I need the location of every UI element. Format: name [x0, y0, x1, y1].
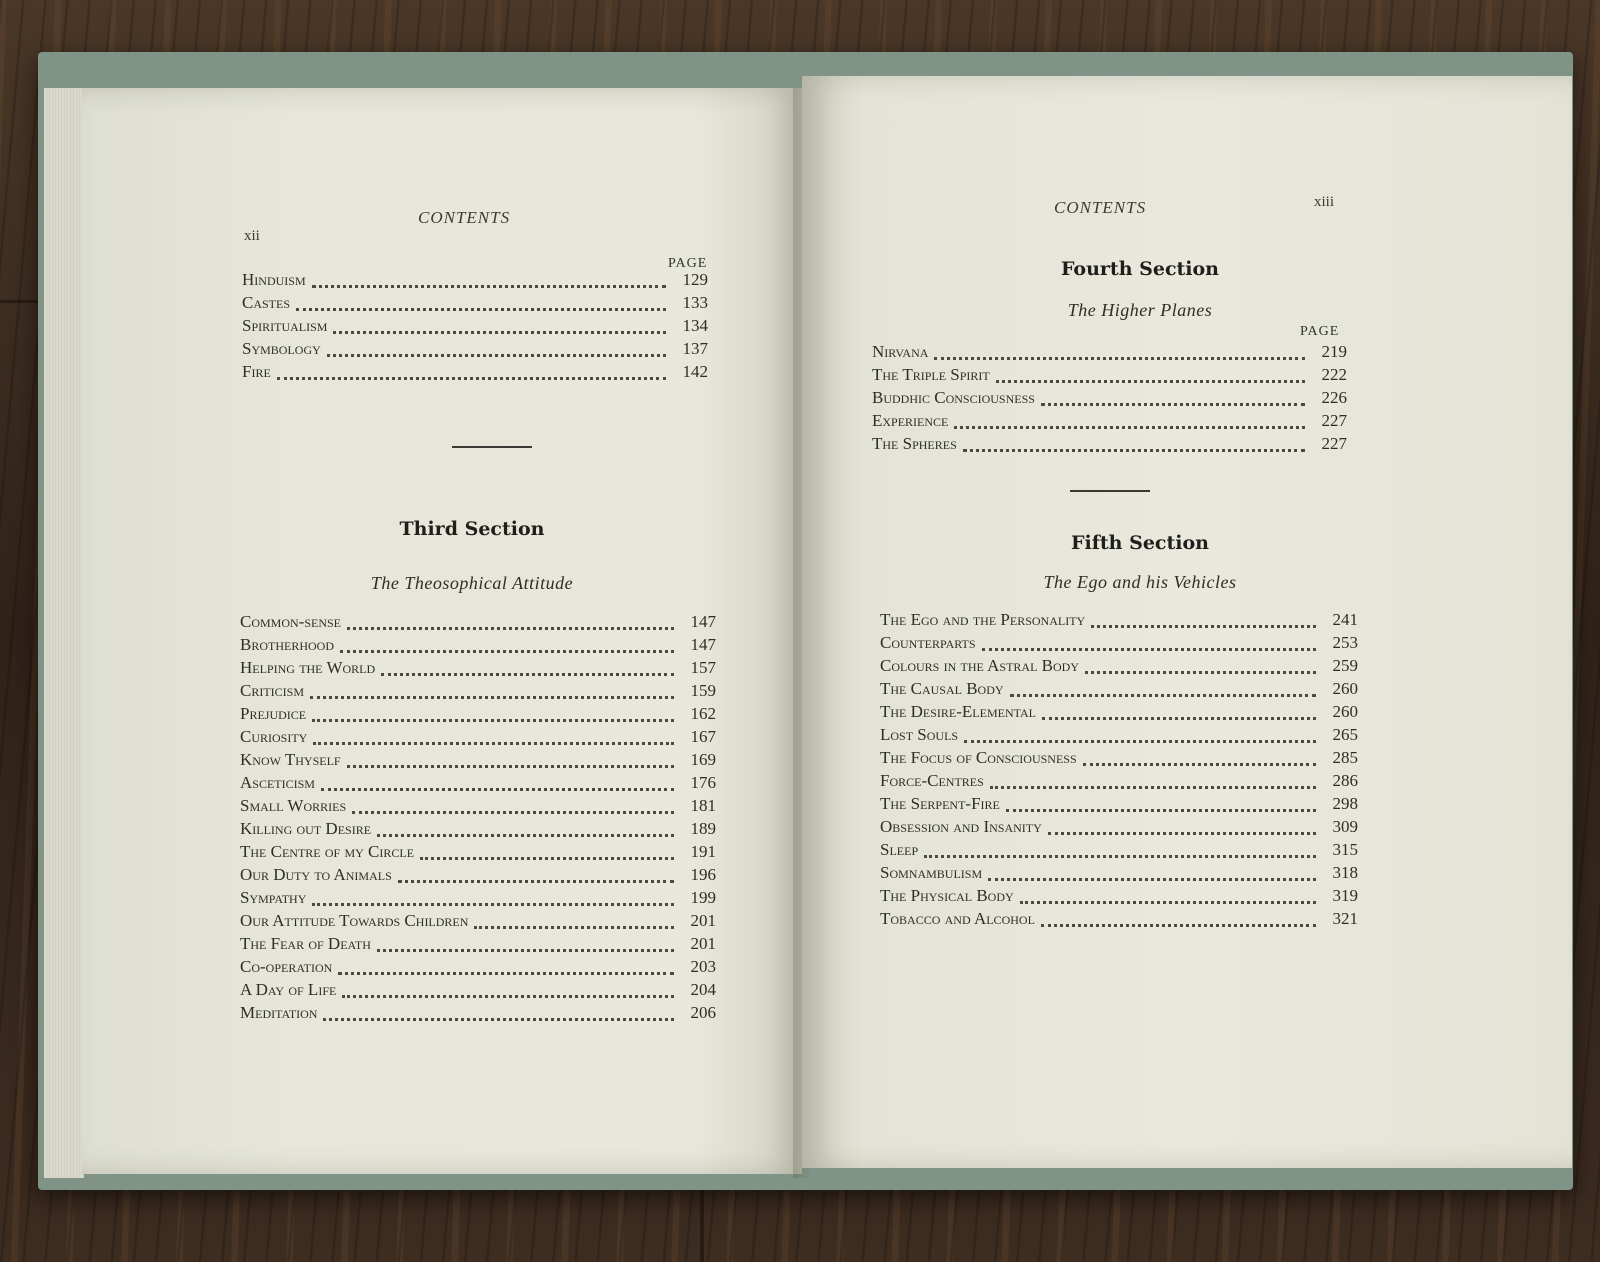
toc-entry-page: 129 [682, 270, 708, 289]
dot-leader [1048, 831, 1316, 835]
toc-entry [880, 656, 1358, 679]
toc-entry-page: 321 [1332, 909, 1358, 928]
dot-leader [1006, 808, 1316, 812]
toc-entry-page: 196 [690, 865, 716, 884]
dot-leader [1085, 670, 1316, 674]
dot-leader [1010, 693, 1316, 697]
toc-entry-title: Buddhic Consciousness [872, 388, 1035, 407]
dot-leader [323, 1017, 674, 1021]
toc-entry [240, 658, 716, 681]
toc-entry [880, 771, 1358, 794]
toc-entry [880, 679, 1358, 702]
dot-leader [312, 902, 674, 906]
toc-entry [872, 342, 1347, 365]
toc-entry [240, 773, 716, 796]
toc-entry-title: Prejudice [240, 704, 307, 723]
section-subtitle-fourth: The Higher Planes [1067, 300, 1213, 320]
toc-entry-page: 167 [690, 727, 716, 746]
toc-entry [872, 365, 1347, 388]
dot-leader [1091, 624, 1316, 628]
toc-entry [240, 681, 716, 704]
dot-leader [352, 810, 674, 814]
toc-entry [240, 635, 716, 658]
toc-entry-title: The Ego and the Personality [880, 610, 1086, 629]
toc-entry-title: Killing out Desire [240, 819, 372, 838]
section-heading-fifth: Fifth Section [1071, 532, 1209, 554]
left-page [82, 88, 802, 1174]
dot-leader [347, 764, 674, 768]
toc-entry [240, 750, 716, 773]
toc-entry-page: 191 [690, 842, 716, 861]
toc-entry-page: 203 [690, 957, 716, 976]
running-head: CONTENTS [1054, 198, 1147, 217]
dot-leader [381, 672, 674, 676]
toc-entry-title: Obsession and Insanity [880, 817, 1042, 836]
toc-entry [880, 702, 1358, 725]
toc-entry-page: 219 [1321, 342, 1347, 361]
toc-entry [240, 980, 716, 1003]
dot-leader [1020, 900, 1316, 904]
table-board-seam [0, 300, 40, 303]
toc-entry-page: 298 [1332, 794, 1358, 813]
toc-entry [880, 748, 1358, 771]
toc-entry-page: 259 [1332, 656, 1358, 675]
toc-entry-page: 134 [682, 316, 708, 335]
toc-entry-title: Asceticism [240, 773, 315, 792]
toc-entry-title: Co-operation [240, 957, 333, 976]
toc-list-fourth-section [872, 342, 1347, 457]
toc-entry [872, 434, 1347, 457]
dot-leader [934, 356, 1305, 360]
dot-leader [377, 833, 674, 837]
dot-leader [1042, 716, 1316, 720]
dot-leader [338, 971, 674, 975]
dot-leader [924, 854, 1316, 858]
toc-entry [240, 704, 716, 727]
toc-entry [242, 316, 708, 339]
toc-entry-title: Nirvana [872, 342, 929, 361]
dot-leader [1083, 762, 1316, 766]
toc-entry-page: 162 [690, 704, 716, 723]
toc-entry-page: 285 [1332, 748, 1358, 767]
toc-entry-title: Fire [242, 362, 271, 381]
section-heading-third: Third Section [399, 518, 545, 540]
toc-entry [240, 727, 716, 750]
toc-entry-page: 147 [690, 612, 716, 631]
toc-entry-title: Castes [242, 293, 291, 312]
toc-entry-title: The Desire-Elemental [880, 702, 1036, 721]
page-number-xiii: xiii [1314, 194, 1335, 210]
toc-entry [242, 270, 708, 293]
toc-entry-title: Tobacco and Alcohol [880, 909, 1035, 928]
section-divider [452, 446, 532, 448]
toc-entry-page: 137 [682, 339, 708, 358]
dot-leader [312, 718, 674, 722]
toc-list-fifth-section [880, 610, 1358, 932]
toc-entry [880, 725, 1358, 748]
toc-entry-page: 201 [690, 911, 716, 930]
toc-entry [242, 362, 708, 385]
toc-entry-page: 309 [1332, 817, 1358, 836]
toc-entry [880, 863, 1358, 886]
toc-entry-page: 319 [1332, 886, 1358, 905]
toc-entry-title: Small Worries [240, 796, 347, 815]
dot-leader [313, 741, 674, 745]
toc-entry-page: 147 [690, 635, 716, 654]
toc-entry-page: 199 [690, 888, 716, 907]
toc-entry-title: The Causal Body [880, 679, 1004, 698]
toc-entry-title: The Spheres [872, 434, 957, 453]
toc-entry-page: 253 [1332, 633, 1358, 652]
dot-leader [333, 330, 666, 334]
toc-entry [240, 796, 716, 819]
toc-entry [880, 633, 1358, 656]
table-board-seam [700, 1190, 704, 1262]
section-subtitle-fifth: The Ego and his Vehicles [1043, 572, 1237, 592]
toc-entry [880, 909, 1358, 932]
toc-entry-page: 227 [1321, 411, 1347, 430]
toc-entry [240, 934, 716, 957]
toc-entry-page: 260 [1332, 679, 1358, 698]
dot-leader [420, 856, 674, 860]
toc-entry [880, 794, 1358, 817]
toc-entry-page: 227 [1321, 434, 1347, 453]
toc-entry [240, 957, 716, 980]
toc-entry-page: 133 [682, 293, 708, 312]
toc-entry [880, 610, 1358, 633]
toc-entry-title: Spiritualism [242, 316, 328, 335]
dot-leader [342, 994, 674, 998]
dot-leader [990, 785, 1316, 789]
toc-entry-title: Lost Souls [880, 725, 959, 744]
toc-entry-page: 318 [1332, 863, 1358, 882]
toc-entry-title: Common-sense [240, 612, 342, 631]
dot-leader [347, 626, 674, 630]
toc-entry-title: Brotherhood [240, 635, 335, 654]
toc-entry-title: Helping the World [240, 658, 376, 677]
dot-leader [996, 379, 1305, 383]
dot-leader [277, 376, 666, 380]
dot-leader [296, 307, 666, 311]
toc-entry-page: 157 [690, 658, 716, 677]
toc-entry-page: 315 [1332, 840, 1358, 859]
toc-entry-page: 222 [1321, 365, 1347, 384]
section-divider [1070, 490, 1150, 492]
toc-entry [242, 339, 708, 362]
dot-leader [312, 284, 666, 288]
toc-entry-title: The Physical Body [880, 886, 1014, 905]
toc-entry-title: Meditation [240, 1003, 318, 1022]
section-heading-fourth: Fourth Section [1060, 258, 1219, 280]
dot-leader [398, 879, 674, 883]
toc-entry [880, 817, 1358, 840]
page-number-xii: xii [244, 228, 260, 244]
running-head: CONTENTS [418, 208, 511, 227]
toc-entry [240, 911, 716, 934]
dot-leader [321, 787, 674, 791]
toc-entry-title: Colours in the Astral Body [880, 656, 1080, 675]
toc-entry [240, 1003, 716, 1026]
toc-entry-title: The Fear of Death [240, 934, 371, 953]
toc-entry-page: 201 [690, 934, 716, 953]
toc-entry-page: 204 [690, 980, 716, 999]
toc-list-third-section [240, 612, 716, 1026]
toc-entry [240, 888, 716, 911]
toc-entry-page: 260 [1332, 702, 1358, 721]
section-subtitle-third: The Theosophical Attitude [370, 573, 574, 593]
toc-entry [240, 612, 716, 635]
toc-entry [880, 886, 1358, 909]
toc-entry-page: 286 [1332, 771, 1358, 790]
toc-entry-page: 181 [690, 796, 716, 815]
dot-leader [340, 649, 674, 653]
toc-entry [240, 842, 716, 865]
toc-entry-title: The Serpent-Fire [880, 794, 1000, 813]
dot-leader [474, 925, 674, 929]
toc-entry-page: 176 [690, 773, 716, 792]
page-edges [44, 88, 84, 1178]
toc-list-top [242, 270, 708, 385]
toc-entry-page: 206 [690, 1003, 716, 1022]
toc-entry [242, 293, 708, 316]
dot-leader [982, 647, 1316, 651]
dot-leader [327, 353, 666, 357]
dot-leader [988, 877, 1316, 881]
toc-entry-page: 226 [1321, 388, 1347, 407]
toc-entry-title: Somnambulism [880, 863, 983, 882]
dot-leader [964, 739, 1316, 743]
dot-leader [963, 448, 1305, 452]
toc-entry [872, 388, 1347, 411]
toc-entry-page: 169 [690, 750, 716, 769]
dot-leader [1041, 923, 1316, 927]
dot-leader [310, 695, 674, 699]
toc-entry-title: Sleep [880, 840, 919, 859]
toc-entry-title: Counterparts [880, 633, 976, 652]
toc-entry-page: 265 [1332, 725, 1358, 744]
toc-entry-page: 142 [682, 362, 708, 381]
toc-entry-title: The Triple Spirit [872, 365, 990, 384]
toc-entry-title: Hinduism [242, 270, 306, 289]
dot-leader [954, 425, 1305, 429]
right-page [802, 76, 1572, 1168]
toc-entry-page: 189 [690, 819, 716, 838]
toc-entry-title: Criticism [240, 681, 305, 700]
toc-entry-page: 159 [690, 681, 716, 700]
toc-entry-page: 241 [1332, 610, 1358, 629]
toc-entry-title: Our Attitude Towards Children [240, 911, 469, 930]
toc-entry-title: Force-Centres [880, 771, 984, 790]
dot-leader [1041, 402, 1305, 406]
toc-entry-title: The Focus of Consciousness [880, 748, 1077, 767]
toc-entry-title: Curiosity [240, 727, 308, 746]
toc-entry-title: Know Thyself [240, 750, 341, 769]
page-column-label: PAGE [668, 256, 708, 271]
toc-entry-title: Symbology [242, 339, 321, 358]
toc-entry [872, 411, 1347, 434]
toc-entry [880, 840, 1358, 863]
toc-entry-title: Experience [872, 411, 949, 430]
open-book [38, 52, 1573, 1190]
toc-entry [240, 819, 716, 842]
toc-entry-title: The Centre of my Circle [240, 842, 415, 861]
toc-entry [240, 865, 716, 888]
page-column-label: PAGE [1300, 324, 1340, 339]
toc-entry-title: A Day of Life [240, 980, 337, 999]
toc-entry-title: Sympathy [240, 888, 307, 907]
dot-leader [377, 948, 674, 952]
toc-entry-title: Our Duty to Animals [240, 865, 392, 884]
